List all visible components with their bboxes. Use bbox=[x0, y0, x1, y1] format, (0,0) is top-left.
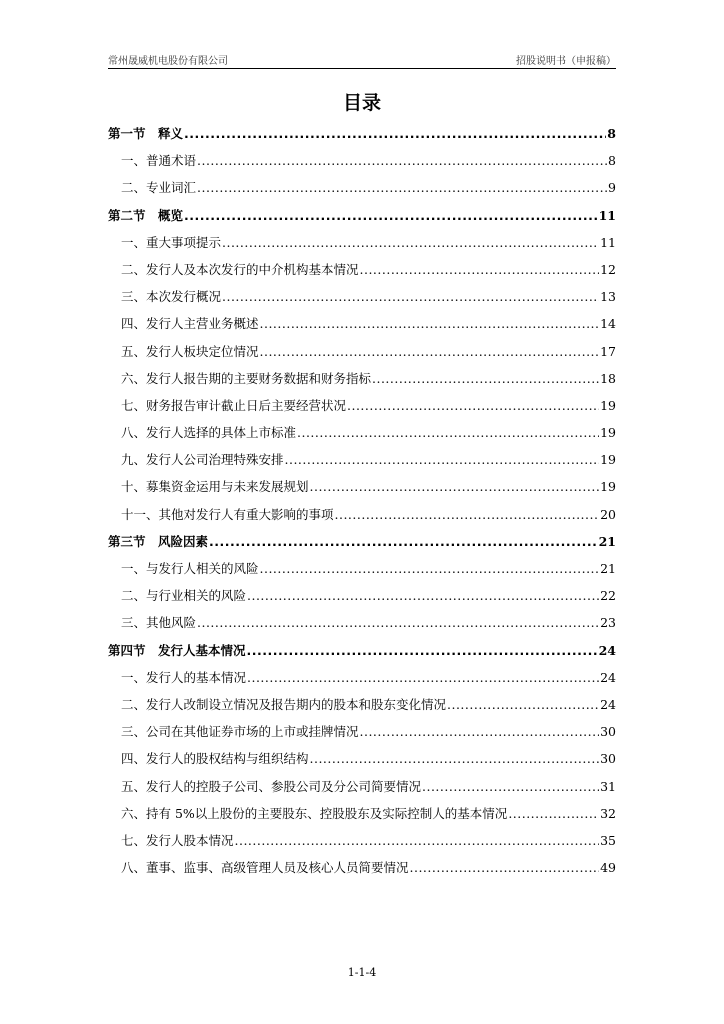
toc-page-number: 19 bbox=[600, 479, 616, 495]
page-title: 目录 bbox=[342, 92, 381, 114]
toc-label: 三、其他风险 bbox=[121, 615, 197, 631]
toc-label: 九、发行人公司治理特殊安排 bbox=[121, 452, 284, 468]
toc-dot-leader bbox=[260, 344, 600, 359]
toc-dot-leader bbox=[285, 452, 600, 467]
toc-page-number: 22 bbox=[600, 588, 616, 604]
toc-item[interactable] bbox=[108, 477, 616, 504]
toc-label: 一、发行人的基本情况 bbox=[121, 669, 247, 685]
toc-item[interactable] bbox=[108, 260, 616, 287]
toc-item[interactable] bbox=[108, 314, 616, 341]
toc-dot-leader bbox=[197, 153, 607, 168]
toc-page-number: 8 bbox=[607, 126, 616, 141]
toc-dot-leader bbox=[360, 724, 600, 739]
toc-item[interactable] bbox=[108, 151, 616, 178]
toc-dot-leader bbox=[347, 398, 599, 413]
toc-page-number: 13 bbox=[600, 289, 616, 305]
toc-item[interactable] bbox=[108, 233, 616, 260]
toc-label: 二、与行业相关的风险 bbox=[121, 588, 247, 604]
toc-dot-leader bbox=[184, 208, 598, 223]
toc-label: 七、发行人股本情况 bbox=[121, 832, 234, 848]
header-divider bbox=[108, 68, 616, 69]
toc-label: 第一节 释义 bbox=[108, 126, 184, 141]
toc-item[interactable] bbox=[108, 178, 616, 205]
toc-label: 二、发行人及本次发行的中介机构基本情况 bbox=[121, 261, 359, 277]
toc-page-number: 35 bbox=[600, 832, 616, 848]
toc-page-number: 30 bbox=[600, 724, 616, 740]
toc-page-number: 30 bbox=[600, 751, 616, 767]
toc-dot-leader bbox=[410, 860, 600, 875]
toc-page-number: 19 bbox=[600, 452, 616, 468]
toc-label: 六、发行人报告期的主要财务数据和财务指标 bbox=[121, 370, 372, 386]
header-doc-title: 招股说明书（申报稿） bbox=[516, 56, 616, 67]
toc-page-number: 17 bbox=[600, 343, 616, 359]
toc-page-number: 21 bbox=[598, 533, 616, 549]
toc-item[interactable] bbox=[108, 668, 616, 695]
toc-label: 第三节 风险因素 bbox=[108, 533, 209, 549]
toc-dot-leader bbox=[197, 615, 599, 630]
toc-page-number: 31 bbox=[600, 778, 616, 794]
toc-page-number: 14 bbox=[600, 316, 616, 332]
toc-item[interactable] bbox=[108, 287, 616, 314]
toc-item[interactable] bbox=[108, 777, 616, 804]
toc-item[interactable] bbox=[108, 722, 616, 749]
toc-page-number: 11 bbox=[598, 207, 616, 223]
toc-page-number: 19 bbox=[600, 397, 616, 413]
toc-dot-leader bbox=[422, 779, 599, 794]
toc-item[interactable] bbox=[108, 396, 616, 423]
toc-dot-leader bbox=[297, 425, 599, 440]
toc-item[interactable] bbox=[108, 749, 616, 776]
toc-page-number: 23 bbox=[600, 615, 616, 631]
toc-item[interactable] bbox=[108, 559, 616, 586]
toc-label: 二、发行人改制设立情况及报告期内的股本和股东变化情况 bbox=[121, 696, 447, 712]
toc-label: 八、发行人选择的具体上市标准 bbox=[121, 425, 297, 441]
toc-label: 七、财务报告审计截止日后主要经营状况 bbox=[121, 397, 347, 413]
toc-label: 第四节 发行人基本情况 bbox=[108, 642, 246, 658]
toc-page-number: 21 bbox=[600, 561, 616, 576]
toc-item[interactable] bbox=[108, 586, 616, 613]
toc-label: 四、发行人主营业务概述 bbox=[121, 316, 259, 332]
toc-dot-leader bbox=[247, 670, 599, 685]
toc-page-number: 24 bbox=[600, 696, 616, 712]
toc-section[interactable] bbox=[108, 532, 616, 559]
toc-dot-leader bbox=[447, 697, 599, 712]
toc-dot-leader bbox=[247, 588, 599, 603]
toc-page-number: 11 bbox=[600, 234, 616, 250]
toc-label: 五、发行人板块定位情况 bbox=[121, 343, 259, 359]
toc-label: 五、发行人的控股子公司、参股公司及分公司简要情况 bbox=[121, 778, 422, 794]
toc-item[interactable] bbox=[108, 613, 616, 640]
toc-item[interactable] bbox=[108, 369, 616, 396]
toc-item[interactable] bbox=[108, 450, 616, 477]
toc-item[interactable] bbox=[108, 858, 616, 885]
toc-dot-leader bbox=[247, 643, 598, 658]
toc-page-number: 20 bbox=[600, 506, 616, 522]
toc-dot-leader bbox=[222, 289, 599, 304]
toc-dot-leader bbox=[360, 262, 600, 277]
toc-label: 八、董事、监事、高级管理人员及核心人员简要情况 bbox=[121, 860, 409, 876]
toc-page-number: 12 bbox=[600, 261, 616, 277]
toc-dot-leader bbox=[184, 126, 606, 141]
toc-label: 十一、其他对发行人有重大影响的事项 bbox=[121, 506, 334, 522]
toc-dot-leader bbox=[197, 180, 607, 195]
toc-dot-leader bbox=[310, 479, 600, 494]
toc-page-number: 24 bbox=[600, 669, 616, 685]
toc-page-number: 24 bbox=[598, 642, 616, 658]
page-number: 1-1-4 bbox=[347, 966, 377, 979]
toc-item[interactable] bbox=[108, 804, 616, 831]
toc-label: 二、专业词汇 bbox=[121, 180, 197, 196]
toc-dot-leader bbox=[310, 751, 600, 766]
toc-label: 第二节 概览 bbox=[108, 207, 184, 223]
toc-label: 一、与发行人相关的风险 bbox=[121, 561, 259, 576]
toc-item[interactable] bbox=[108, 831, 616, 858]
toc-dot-leader bbox=[372, 371, 599, 386]
toc-item[interactable] bbox=[108, 423, 616, 450]
toc-dot-leader bbox=[235, 833, 600, 848]
table-of-contents bbox=[108, 124, 616, 885]
toc-dot-leader bbox=[222, 235, 599, 250]
toc-label: 一、普通术语 bbox=[121, 153, 197, 169]
toc-page-number: 19 bbox=[600, 425, 616, 441]
toc-section[interactable] bbox=[108, 124, 616, 151]
toc-page-number: 8 bbox=[608, 153, 616, 169]
header-company: 常州晟威机电股份有限公司 bbox=[108, 56, 228, 67]
toc-label: 四、发行人的股权结构与组织结构 bbox=[121, 751, 309, 767]
toc-section[interactable] bbox=[108, 641, 616, 668]
toc-label: 一、重大事项提示 bbox=[121, 234, 222, 250]
toc-item[interactable] bbox=[108, 505, 616, 532]
toc-dot-leader bbox=[508, 806, 599, 821]
toc-page-number: 49 bbox=[600, 860, 616, 876]
toc-dot-leader bbox=[260, 316, 600, 331]
toc-section[interactable] bbox=[108, 206, 616, 233]
toc-dot-leader bbox=[260, 561, 600, 576]
toc-page-number: 9 bbox=[608, 180, 616, 196]
toc-dot-leader bbox=[209, 534, 598, 549]
toc-page-number: 32 bbox=[600, 805, 616, 821]
toc-page-number: 18 bbox=[600, 370, 616, 386]
toc-item[interactable] bbox=[108, 695, 616, 722]
toc-item[interactable] bbox=[108, 342, 616, 369]
toc-label: 三、本次发行概况 bbox=[121, 289, 222, 305]
toc-label: 六、持有 5%以上股份的主要股东、控股股东及实际控制人的基本情况 bbox=[121, 805, 508, 821]
toc-label: 十、募集资金运用与未来发展规划 bbox=[121, 479, 309, 495]
toc-dot-leader bbox=[335, 507, 600, 522]
toc-label: 三、公司在其他证券市场的上市或挂牌情况 bbox=[121, 724, 359, 740]
